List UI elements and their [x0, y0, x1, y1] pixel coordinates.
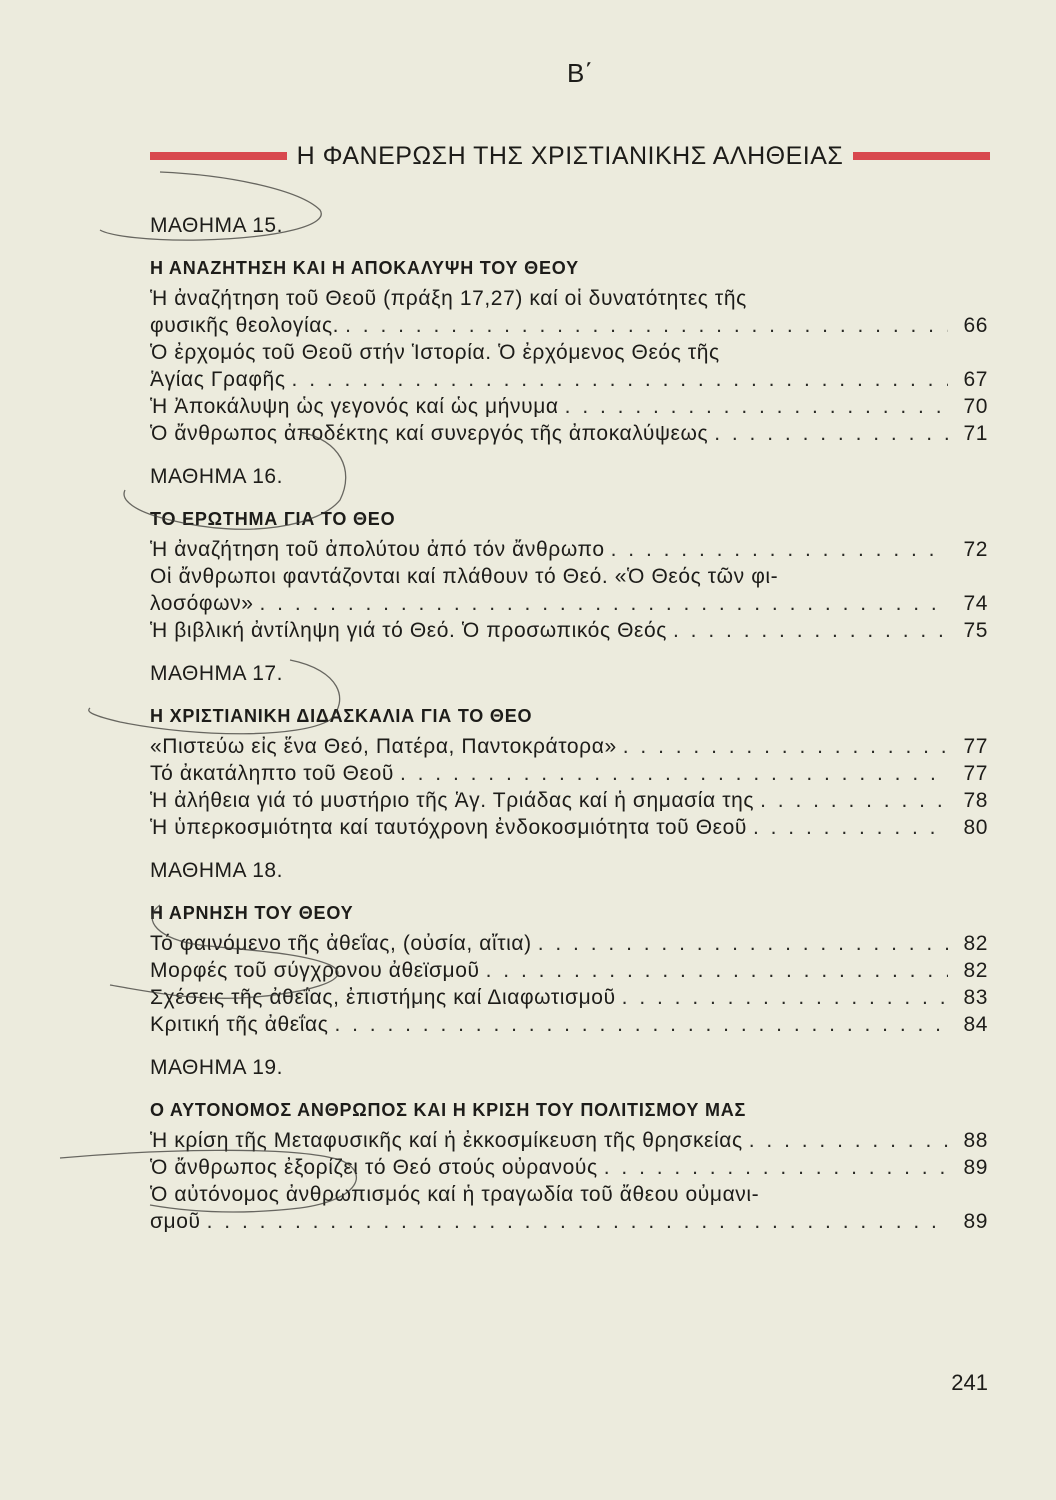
toc-entry-line	[150, 366, 988, 393]
toc-entry[interactable]	[150, 733, 988, 760]
lesson-heading: ΜΑΘΗΜΑ 15.	[150, 214, 283, 237]
lesson-heading: ΜΑΘΗΜΑ 18.	[150, 859, 283, 882]
toc-entry-text: Ἡ βιβλική ἀντίληψη γιά τό Θεό. Ὁ προσωπικός Θεός	[150, 619, 668, 642]
lesson-title: Ο ΑΥΤΟΝΟΜΟΣ ΑΝΘΡΩΠΟΣ ΚΑΙ Η ΚΡΙΣΗ ΤΟΥ ΠΟΛΙΤΙΣΜΟΥ ΜΑΣ	[150, 1100, 747, 1120]
toc-entry-text: Μορφές τοῦ σύγχρονου ἀθεϊσμοῦ	[150, 959, 480, 982]
toc-entry[interactable]	[150, 814, 988, 841]
leader-dots	[611, 536, 948, 563]
toc-entry[interactable]	[150, 339, 988, 393]
toc-entry-page: 80	[963, 816, 988, 839]
lesson-heading: ΜΑΘΗΜΑ 17.	[150, 662, 283, 685]
red-rule-left	[150, 152, 287, 160]
toc-entry[interactable]	[150, 1181, 988, 1235]
section-letter: Β΄	[567, 58, 593, 88]
lesson-title: Η ΑΡΝΗΣΗ ΤΟΥ ΘΕΟΥ	[150, 903, 354, 923]
toc-entry-line	[150, 760, 988, 787]
toc-entry[interactable]	[150, 984, 988, 1011]
toc-entry-text: σμοῦ	[150, 1210, 201, 1233]
toc-entry[interactable]	[150, 617, 988, 644]
toc-entry-line	[150, 536, 988, 563]
toc-entry-text: λοσόφων»	[150, 592, 254, 615]
toc-entry[interactable]	[150, 1011, 988, 1038]
red-rule-right	[853, 152, 990, 160]
toc-entry-line	[150, 1154, 988, 1181]
toc-entry-line	[150, 984, 988, 1011]
toc-entry[interactable]	[150, 1154, 988, 1181]
toc-entry-page: 89	[963, 1156, 988, 1179]
leader-dots	[753, 814, 948, 841]
leader-dots	[623, 733, 948, 760]
toc-entry-text: Ὁ ἄνθρωπος ἀποδέκτης καί συνεργός τῆς ἀποκαλύψεως	[150, 422, 709, 445]
toc-entry-text: Ἡ ὑπερκοσμιότητα καί ταυτόχρονη ἐνδοκοσμιότητα τοῦ Θεοῦ	[150, 816, 747, 839]
toc-entry-page: 82	[963, 959, 988, 982]
toc-entry-line	[150, 1127, 988, 1154]
lesson-heading: ΜΑΘΗΜΑ 16.	[150, 465, 283, 488]
toc-entry-text: Ὁ ἄνθρωπος ἐξορίζει τό Θεό στούς οὐρανούς	[150, 1156, 598, 1179]
toc-entry-page: 82	[963, 932, 988, 955]
toc-entry-page: 75	[963, 619, 988, 642]
toc-entry-text: «Πιστεύω εἰς ἕνα Θεό, Πατέρα, Παντοκράτορα»	[150, 735, 617, 758]
toc-entry-page: 78	[963, 789, 988, 812]
toc-entry-text: Τό ἀκατάληπτο τοῦ Θεοῦ	[150, 762, 394, 785]
lesson-block	[150, 1056, 988, 1235]
toc-entry-page: 67	[963, 368, 988, 391]
toc-entry-text-line1: Ὁ ἐρχομός τοῦ Θεοῦ στήν Ἱστορία. Ὁ ἐρχόμενος Θεός τῆς	[150, 341, 720, 364]
toc-entry-line	[150, 930, 988, 957]
leader-dots	[486, 957, 948, 984]
toc-entry-line	[150, 1011, 988, 1038]
toc-entry-page: 83	[963, 986, 988, 1009]
toc-entry-text: Ἡ κρίση τῆς Μεταφυσικῆς καί ἡ ἐκκοσμίκευση τῆς θρησκείας	[150, 1129, 743, 1152]
part-title-row	[150, 138, 990, 174]
toc-entry-text-line1: Ὁ αὐτόνομος ἀνθρωπισμός καί ἡ τραγωδία τοῦ ἄθεου οὐμανι-	[150, 1183, 760, 1206]
toc-entry[interactable]	[150, 760, 988, 787]
toc-entry-text: Ἡ Ἀποκάλυψη ὡς γεγονός καί ὡς μήνυμα	[150, 395, 559, 418]
toc-entry-line	[150, 814, 988, 841]
toc-entry-line	[150, 617, 988, 644]
toc-entry-text-line1: Ἡ ἀναζήτηση τοῦ Θεοῦ (πράξη 17,27) καί οἱ δυνατότητες τῆς	[150, 287, 747, 310]
leader-dots	[565, 393, 948, 420]
toc-entry[interactable]	[150, 393, 988, 420]
lesson-title: Η ΑΝΑΖΗΤΗΣΗ ΚΑΙ Η ΑΠΟΚΑΛΥΨΗ ΤΟΥ ΘΕΟΥ	[150, 258, 579, 278]
leader-dots	[538, 930, 948, 957]
toc-entry-text: Ἁγίας Γραφῆς	[150, 368, 286, 391]
toc-entry[interactable]	[150, 563, 988, 617]
leader-dots	[749, 1127, 948, 1154]
toc-entry[interactable]	[150, 536, 988, 563]
toc-entry-line	[150, 393, 988, 420]
toc-entry-page: 84	[963, 1013, 988, 1036]
part-title: Η ΦΑΝΕΡΩΣΗ ΤΗΣ ΧΡΙΣΤΙΑΝΙΚΗΣ ΑΛΗΘΕΙΑΣ	[296, 141, 844, 170]
toc-entry[interactable]	[150, 420, 988, 447]
leader-dots	[260, 590, 949, 617]
lesson-title: ΤΟ ΕΡΩΤΗΜΑ ΓΙΑ ΤΟ ΘΕΟ	[150, 509, 396, 529]
toc-entry-line	[150, 590, 988, 617]
toc-entry-page: 70	[963, 395, 988, 418]
toc-entry-line	[150, 787, 988, 814]
toc-entry-text: Σχέσεις τῆς ἀθεΐας, ἐπιστήμης καί Διαφωτισμοῦ	[150, 986, 616, 1009]
lesson-heading: ΜΑΘΗΜΑ 19.	[150, 1056, 283, 1079]
toc-entry-page: 74	[963, 592, 988, 615]
toc-entry[interactable]	[150, 1127, 988, 1154]
toc-entry-text: φυσικῆς θεολογίας.	[150, 314, 340, 337]
lesson-block	[150, 859, 988, 1038]
lesson-block	[150, 214, 988, 447]
leader-dots	[714, 420, 948, 447]
toc-entry-page: 77	[963, 762, 988, 785]
leader-dots	[334, 1011, 948, 1038]
leader-dots	[673, 617, 948, 644]
toc-entry-text-line1: Οἱ ἄνθρωποι φαντάζονται καί πλάθουν τό Θεό. «Ὁ Θεός τῶν φι-	[150, 565, 779, 588]
leader-dots	[345, 312, 948, 339]
leader-dots	[292, 366, 948, 393]
toc-entry[interactable]	[150, 285, 988, 339]
leader-dots	[622, 984, 948, 1011]
lesson-block	[150, 662, 988, 841]
leader-dots	[604, 1154, 948, 1181]
toc-entry-page: 66	[963, 314, 988, 337]
page-number: 241	[951, 1370, 988, 1395]
toc-entry[interactable]	[150, 787, 988, 814]
toc-entry-line	[150, 420, 988, 447]
table-of-contents	[150, 200, 988, 1253]
toc-entry[interactable]	[150, 930, 988, 957]
toc-entry-line	[150, 1208, 988, 1235]
toc-entry-text: Τό φαινόμενο τῆς ἀθεΐας, (οὐσία, αἴτια)	[150, 932, 532, 955]
toc-entry-page: 89	[963, 1210, 988, 1233]
toc-entry-page: 77	[963, 735, 988, 758]
lesson-block	[150, 465, 988, 644]
toc-entry-page: 71	[963, 422, 988, 445]
toc-entry-page: 88	[963, 1129, 988, 1152]
leader-dots	[400, 760, 948, 787]
toc-entry-line	[150, 312, 988, 339]
toc-entry-line	[150, 733, 988, 760]
toc-entry-text: Ἡ ἀναζήτηση τοῦ ἀπολύτου ἀπό τόν ἄνθρωπο	[150, 538, 605, 561]
toc-entry-line	[150, 957, 988, 984]
toc-entry[interactable]	[150, 957, 988, 984]
leader-dots	[207, 1208, 948, 1235]
toc-entry-text: Κριτική τῆς ἀθεΐας	[150, 1013, 329, 1036]
toc-entry-page: 72	[963, 538, 988, 561]
leader-dots	[760, 787, 948, 814]
lesson-title: Η ΧΡΙΣΤΙΑΝΙΚΗ ΔΙΔΑΣΚΑΛΙΑ ΓΙΑ ΤΟ ΘΕΟ	[150, 706, 533, 726]
toc-entry-text: Ἡ ἀλήθεια γιά τό μυστήριο τῆς Ἁγ. Τριάδας καί ἡ σημασία της	[150, 789, 755, 812]
